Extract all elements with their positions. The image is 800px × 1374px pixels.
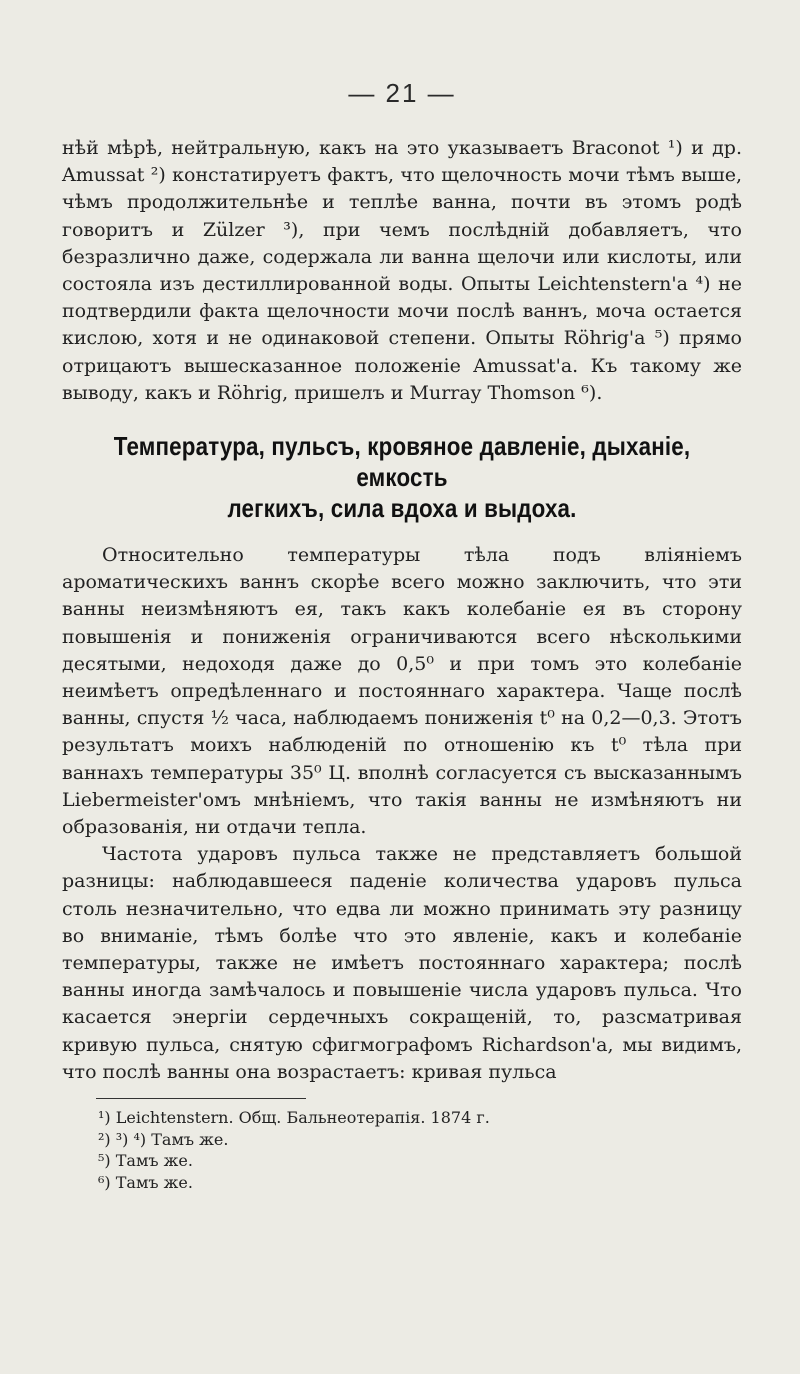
page-number: — 21 — bbox=[348, 78, 456, 108]
paragraph-body-temperature: Относительно температуры тѣла подъ вліяніемъ ароматическихъ ваннъ скорѣе всего можно заключить, что эти ванны неизмѣняютъ ея, такъ какъ колебаніе ея въ сторону повышенія и пониженія ограничиваются всего нѣсколькими десятыми, недоходя даже до 0,5⁰ и при томъ это колебаніе неимѣетъ опредѣленнаго и постояннаго характера. Чаще послѣ ванны, спустя ½ часа, наблюдаемъ пониженія t⁰ на 0,2—0,3. Этотъ результатъ моихъ наблюденій по отношенію къ t⁰ тѣла при ваннахъ температуры 35⁰ Ц. вполнѣ согласуется съ высказаннымъ Liebermeister'омъ мнѣніемъ, что такія ванны не измѣняютъ ни образованія, ни отдачи тепла. bbox=[62, 544, 742, 839]
footnote-2-4: ²) ³) ⁴) Тамъ же. bbox=[98, 1129, 229, 1149]
footnote-divider bbox=[96, 1098, 306, 1099]
footnotes bbox=[98, 1107, 742, 1193]
footnote-6: ⁶) Тамъ же. bbox=[98, 1172, 193, 1192]
section-heading-line-1: Температура, пульсъ, кровяное давленіе, дыханіе, емкость bbox=[113, 431, 691, 493]
section-heading bbox=[110, 431, 695, 524]
footnote-5: ⁵) Тамъ же. bbox=[98, 1151, 193, 1171]
section-heading-line-2: легкихъ, сила вдоха и выдоха. bbox=[227, 493, 577, 524]
paragraph-pulse-rate: Частота ударовъ пульса также не представляетъ большой разницы: наблюдавшееся паденіе количества ударовъ пульса столь незначительно, что едва ли можно принимать эту разницу во вниманіе, тѣмъ болѣе что это явленіе, какъ и колебаніе температуры, также не имѣетъ постояннаго характера; послѣ ванны иногда замѣчалось и повышеніе числа ударовъ пульса. Что касается энергіи сердечныхъ сокращеній, то, разсматривая кривую пульса, снятую сфигмографомъ Richardson'а, мы видимъ, что послѣ ванны она возрастаетъ: кривая пульса bbox=[62, 843, 742, 1083]
footnote-1: ¹) Leichtenstern. Общ. Бальнеотерапія. 1874 г. bbox=[98, 1108, 490, 1128]
paragraph-urine-alkalinity: нѣй мѣрѣ, нейтральную, какъ на это указываетъ Braconot ¹) и др. Amussat ²) констатируетъ фактъ, что щелочность мочи тѣмъ выше, чѣмъ продолжительнѣе и теплѣе ванна, почти въ этомъ родѣ говоритъ и Zülzer ³), при чемъ послѣдній добавляетъ, что безразлично даже, содержала ли ванна щелочи или кислоты, или состояла изъ дестиллированной воды. Опыты Leichtenstern'а ⁴) не подтвердили факта щелочности мочи послѣ ваннъ, моча остается кислою, хотя и не одинаковой степени. Опыты Röhrig'а ⁵) прямо отрицаютъ вышесказанное положеніе Amussat'а. Къ такому же выводу, какъ и Röhrig, пришелъ и Murray Thomson ⁶). bbox=[62, 137, 742, 404]
